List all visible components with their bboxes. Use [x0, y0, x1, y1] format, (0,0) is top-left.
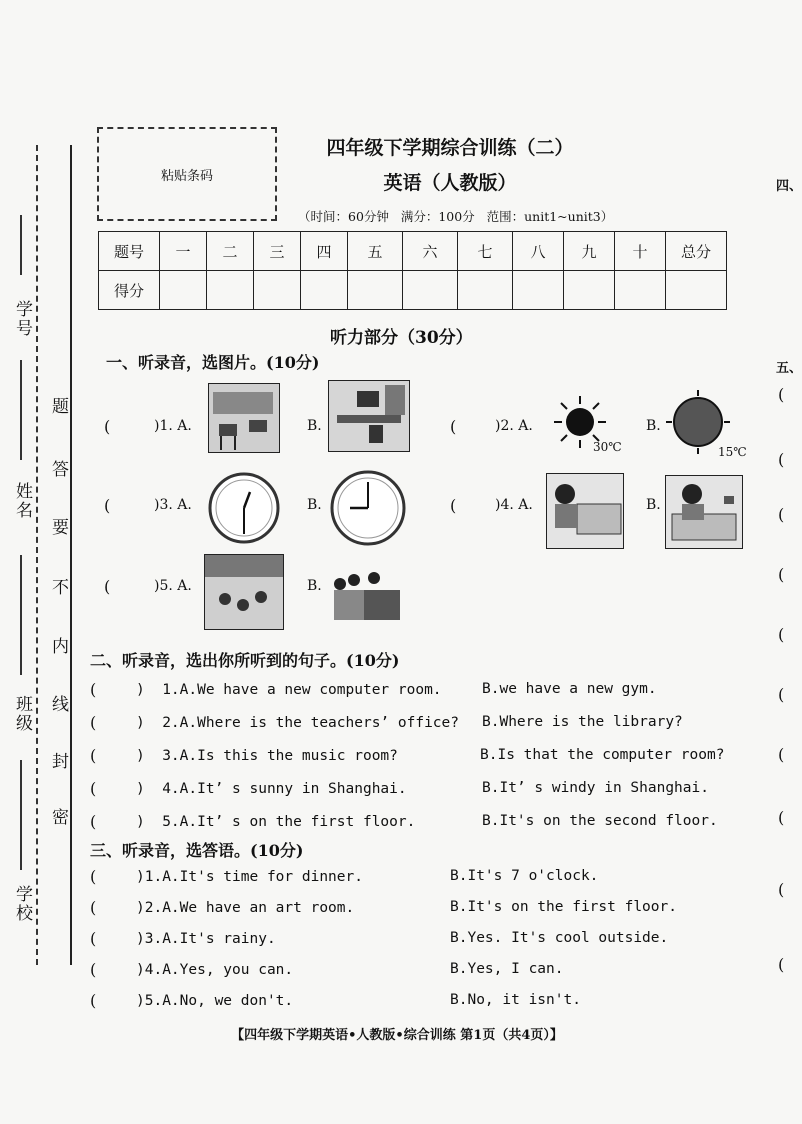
score-header-row — [99, 232, 727, 271]
clock-picture — [206, 470, 282, 546]
edge-paren: ( — [778, 450, 785, 469]
s2-option-b: B.It’ s windy in Shanghai. — [482, 780, 709, 796]
score-cell[interactable] — [254, 271, 301, 310]
score-row-label: 得分 — [99, 271, 160, 310]
score-cell[interactable] — [458, 271, 513, 310]
score-cell[interactable] — [301, 271, 348, 310]
barcode-label: 粘贴条码 — [160, 168, 213, 184]
score-row — [99, 271, 727, 310]
answer-paren[interactable]: ( — [104, 496, 111, 515]
q4-b-label: B. — [646, 497, 661, 513]
right-edge-section5: 五、 — [776, 361, 802, 376]
answer-paren[interactable]: ( — [90, 960, 97, 979]
hot-sun-picture — [545, 390, 625, 460]
score-header: 十 — [615, 232, 666, 271]
answer-paren[interactable]: ( — [90, 929, 97, 948]
score-cell[interactable] — [615, 271, 666, 310]
student-no-line — [20, 215, 22, 275]
seal-char: 要 — [48, 518, 68, 537]
barcode-box — [97, 127, 277, 221]
score-header: 四 — [301, 232, 348, 271]
s3-option-a: )1.A.It's time for dinner. — [136, 869, 363, 885]
q2-b-label: B. — [646, 418, 661, 434]
s2-option-b: B.Is that the computer room? — [480, 747, 725, 763]
score-header: 九 — [564, 232, 615, 271]
score-header: 七 — [458, 232, 513, 271]
school-label: 学校 — [12, 885, 32, 923]
section3-title: 三、听录音，选答语。(10分) — [90, 841, 304, 860]
edge-paren: ( — [778, 565, 785, 584]
temp-label: 30℃ — [593, 440, 622, 454]
score-header: 三 — [254, 232, 301, 271]
section1-title: 一、听录音，选图片。(10分) — [106, 353, 320, 372]
boy-bed-picture — [665, 475, 743, 549]
q2-label: )2. A. — [495, 418, 533, 434]
boy-bed-picture — [546, 473, 624, 549]
class-label: 班级 — [12, 695, 32, 733]
seal-char: 内 — [48, 637, 68, 656]
computer-room-drawing — [329, 381, 409, 451]
score-cell[interactable] — [666, 271, 727, 310]
answer-paren[interactable]: ( — [90, 746, 97, 765]
score-cell[interactable] — [403, 271, 458, 310]
answer-paren[interactable]: ( — [90, 991, 97, 1010]
q4-label: )4. A. — [495, 497, 533, 513]
clock-drawing — [328, 468, 408, 548]
temp-label: 15℃ — [718, 445, 747, 459]
s3-option-b: B.Yes. It's cool outside. — [450, 930, 669, 946]
s2-option-a: ) 1.A.We have a new computer room. — [136, 682, 442, 698]
s2-option-a: ) 3.A.Is this the music room? — [136, 748, 398, 764]
seal-char: 封 — [48, 752, 68, 771]
q1-b-label: B. — [307, 418, 322, 434]
section2-title: 二、听录音，选出你所听到的句子。(10分) — [90, 651, 400, 670]
answer-paren[interactable]: ( — [90, 713, 97, 732]
edge-paren: ( — [778, 625, 785, 644]
score-cell[interactable] — [207, 271, 254, 310]
answer-paren[interactable]: ( — [90, 812, 97, 831]
q3-label: )3. A. — [154, 497, 192, 513]
music-room-picture — [326, 568, 406, 628]
score-header: 题号 — [99, 232, 160, 271]
s3-option-a: )2.A.We have an art room. — [136, 900, 355, 916]
edge-paren: ( — [778, 505, 785, 524]
q1-label: )1. A. — [154, 418, 192, 434]
answer-paren[interactable]: ( — [90, 779, 97, 798]
score-header: 二 — [207, 232, 254, 271]
edge-paren: ( — [778, 955, 785, 974]
score-cell[interactable] — [564, 271, 615, 310]
clock-picture — [328, 468, 408, 548]
s3-option-a: )3.A.It's rainy. — [136, 931, 276, 947]
edge-paren: ( — [778, 745, 785, 764]
edge-paren: ( — [778, 685, 785, 704]
music-room-drawing — [326, 568, 406, 628]
boy-bed-drawing — [666, 476, 742, 548]
answer-paren[interactable]: ( — [90, 867, 97, 886]
playground-drawing — [205, 555, 283, 629]
name-line — [20, 360, 22, 460]
seal-char: 密 — [48, 808, 68, 827]
playground-picture — [204, 554, 284, 630]
answer-paren[interactable]: ( — [450, 496, 457, 515]
computer-room-picture — [328, 380, 410, 452]
classroom-drawing — [209, 384, 279, 452]
page-subtitle: 英语（人教版） — [383, 172, 517, 194]
right-edge-section4: 四、 — [776, 179, 802, 194]
boy-bed-drawing — [547, 474, 623, 548]
score-header: 六 — [403, 232, 458, 271]
answer-paren[interactable]: ( — [450, 417, 457, 436]
clock-drawing — [206, 470, 282, 546]
s3-option-a: )4.A.Yes, you can. — [136, 962, 294, 978]
binding-dashed-line — [36, 145, 38, 965]
answer-paren[interactable]: ( — [90, 680, 97, 699]
s3-option-b: B.No, it isn't. — [450, 992, 581, 1008]
listening-title: 听力部分（30分） — [330, 328, 473, 348]
seal-char: 线 — [48, 695, 68, 714]
q5-label: )5. A. — [154, 578, 192, 594]
seal-char: 题 — [48, 397, 68, 416]
score-cell[interactable] — [348, 271, 403, 310]
answer-paren[interactable]: ( — [104, 577, 111, 596]
s2-option-a: ) 4.A.It’ s sunny in Shanghai. — [136, 781, 407, 797]
edge-paren: ( — [778, 385, 785, 404]
answer-paren[interactable]: ( — [104, 417, 111, 436]
name-label: 姓名 — [12, 482, 32, 520]
s3-option-b: B.It's 7 o'clock. — [450, 868, 599, 884]
s2-option-a: ) 5.A.It’ s on the first floor. — [136, 814, 416, 830]
seal-char: 不 — [48, 578, 68, 597]
q5-b-label: B. — [307, 578, 322, 594]
s2-option-b: B.It's on the second floor. — [482, 813, 718, 829]
exam-info: （时间：60分钟 满分：100分 范围：unit1~unit3） — [298, 209, 614, 224]
score-header: 五 — [348, 232, 403, 271]
score-cell[interactable] — [160, 271, 207, 310]
seal-char: 答 — [48, 460, 68, 479]
score-table — [98, 231, 727, 310]
school-line — [20, 760, 22, 870]
binding-solid-line — [70, 145, 72, 965]
cool-sun-picture — [660, 388, 750, 460]
s2-option-a: ) 2.A.Where is the teachers’ office? — [136, 715, 460, 731]
score-header: 总分 — [666, 232, 727, 271]
s3-option-a: )5.A.No, we don't. — [136, 993, 294, 1009]
score-header: 一 — [160, 232, 207, 271]
s3-option-b: B.It's on the first floor. — [450, 899, 677, 915]
student-no-label: 学号 — [12, 300, 32, 338]
s3-option-b: B.Yes, I can. — [450, 961, 564, 977]
page-title: 四年级下学期综合训练（二） — [326, 137, 574, 159]
s2-option-b: B.Where is the library? — [482, 714, 683, 730]
class-line — [20, 555, 22, 675]
page-footer: 【四年级下学期英语•人教版•综合训练 第1页（共4页）】 — [231, 1028, 563, 1043]
edge-paren: ( — [778, 808, 785, 827]
s2-option-b: B.we have a new gym. — [482, 681, 657, 697]
q3-b-label: B. — [307, 497, 322, 513]
score-cell[interactable] — [513, 271, 564, 310]
classroom-picture — [208, 383, 280, 453]
edge-paren: ( — [778, 880, 785, 899]
answer-paren[interactable]: ( — [90, 898, 97, 917]
score-header: 八 — [513, 232, 564, 271]
